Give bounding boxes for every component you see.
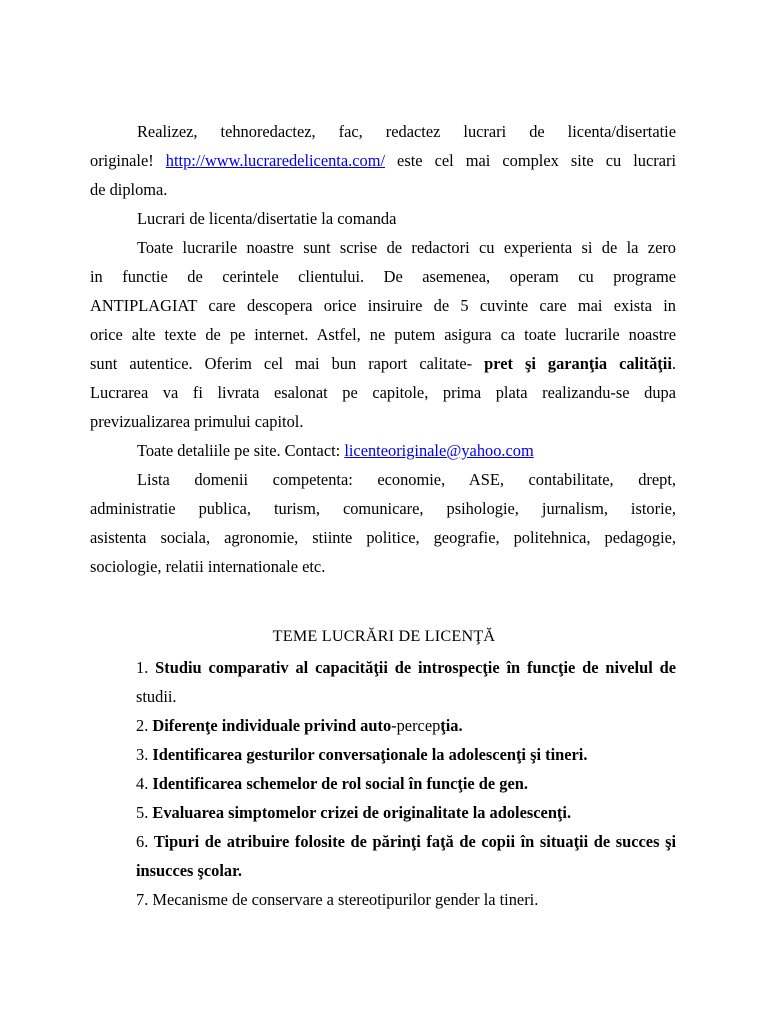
intro-p1-line1: Realizez, tehnoredactez, fac, redactez lucrari de licenta/disertatie [137,122,676,141]
topics-heading: TEME LUCRĂRI DE LICENŢĂ [272,627,496,645]
intro-p3-line4: orice alte texte de pe internet. Astfel, ne putem asigura ca toate lucrarile noastre [90,325,676,344]
topic-2-text-b: -percep [391,716,441,735]
topic-7: 7. Mecanisme de conservare a stereotipurilor gender la tineri. [136,890,539,909]
intro-p1-line2-start: originale! [90,151,166,170]
topic-5-text: Evaluarea simptomelor crizei de originalitate la adolescenţi. [152,803,572,822]
intro-p1-line2-end: este cel mai complex site cu lucrari [385,151,677,170]
site-link[interactable]: http://www.lucraredelicenta.com/ [165,151,385,170]
topic-2-number: 2. [136,716,153,735]
topic-4-text: Identificarea schemelor de rol social în funcţie de gen. [152,774,528,793]
intro-p5-line2: administratie publica, turism, comunicare, psihologie, jurnalism, istorie, [90,499,676,518]
intro-p3-line7: previzualizarea primului capitol. [90,412,304,431]
intro-p3-line3: ANTIPLAGIAT care descopera orice insiruire de 5 cuvinte care mai exista in [90,296,676,315]
topic-6-number: 6. [136,832,154,851]
topic-4-number: 4. [136,774,153,793]
topic-1-number: 1. [136,658,156,677]
contact-email-link[interactable]: licenteoriginale@yahoo.com [344,441,534,460]
intro-p5-line1: Lista domenii competenta: economie, ASE, contabilitate, drept, [137,470,676,489]
intro-p5-line4: sociologie, relatii internationale etc. [90,557,326,576]
topic-4 [136,770,676,798]
topic-6-text: Tipuri de atribuire folosite de părinţi faţă de copii în situaţii de succes şi [153,832,677,851]
topic-1-line1 [136,654,676,682]
intro-p5-line3: asistenta sociala, agronomie, stiinte politice, geografie, politehnica, pedagogie, [90,528,676,547]
topic-3 [136,741,676,769]
contact-label: Toate detaliile pe site. Contact: [137,441,345,460]
intro-p4-line1 [90,439,676,463]
intro-p2-line1: Lucrari de licenta/disertatie la comanda [137,209,397,228]
topic-5 [136,799,676,827]
intro-p3-line5 [90,352,676,376]
intro-p3-line1: Toate lucrarile noastre sunt scrise de redactori cu experienta si de la zero [137,238,676,257]
topic-1-text: Studiu comparativ al capacităţii de introspecţie în funcţie de nivelul de [155,658,677,677]
topic-5-number: 5. [136,803,153,822]
topic-3-number: 3. [136,745,153,764]
intro-p3-line6: Lucrarea va fi livrata esalonat pe capitole, prima plata realizandu-se dupa [90,383,676,402]
topic-2-text-a: Diferenţe individuale privind auto [152,716,392,735]
intro-p3-line5-end: . [671,354,676,373]
topic-1-line2: studii. [136,687,177,706]
topic-6-line2: insucces şcolar. [136,861,242,880]
intro-p3-line5-start: sunt autentice. Oferim cel mai bun raport calitate- [90,354,485,373]
price-guarantee-text: pret şi garanţia calităţii [484,354,672,373]
topic-2-text-c: ţia. [440,716,463,735]
intro-p3-line2: in functie de cerintele clientului. De asemenea, operam cu programe [90,267,676,286]
intro-p1-line2 [90,149,676,173]
topic-3-text: Identificarea gesturilor conversaţionale la adolescenţi şi tineri. [152,745,588,764]
topic-6-line1 [136,828,676,856]
intro-p1-line3: de diploma. [90,180,168,199]
topic-2 [136,712,676,740]
